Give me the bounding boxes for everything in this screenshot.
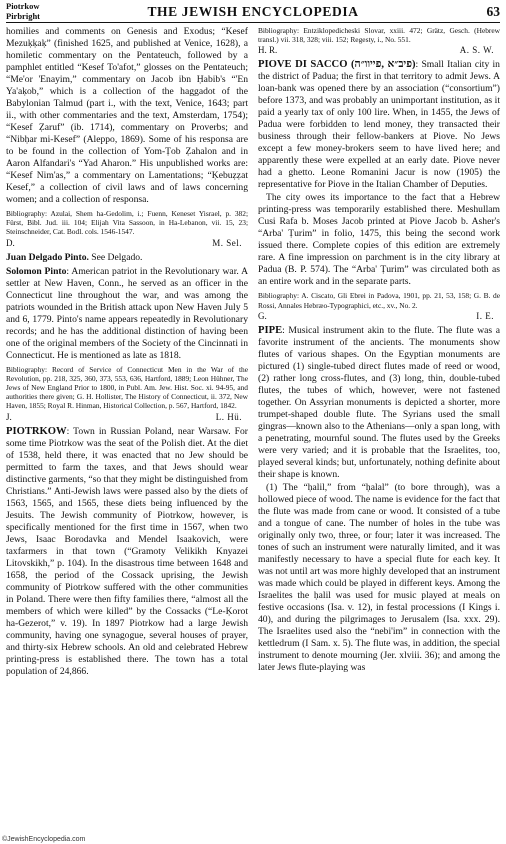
entry-heading: PIPE: [258, 324, 283, 336]
page-title: THE JEWISH ENCYCLOPEDIA: [147, 4, 359, 19]
signature-author: A. S. W.: [459, 45, 494, 56]
footer-credit: ©JewishEncyclopedia.com: [2, 836, 86, 843]
page-header: [6, 1, 500, 23]
signature-author: M. Sel.: [212, 237, 242, 248]
signature-line: [258, 311, 500, 322]
signature-author: L. Hü.: [215, 411, 242, 422]
right-column: [258, 26, 500, 674]
signature-initial: J.: [6, 411, 12, 422]
entry-heading: Juan Delgado Pinto.: [6, 251, 89, 263]
bibliography: Bibliography: Entziklopedicheski Slovar, xxiii. 472; Grätz, Gesch. (Hebrew transl.) vii. 318, 328; viii. 152; Regesty, i., No. 551.: [258, 26, 500, 45]
entry-body: : Musical instrument akin to the flute. The flute was a favorite instrument of the ancients. The monuments show flutes of various shapes. On the Egyptian monuments are pictured (1) single-tubed direct flutes made of reed or wood, (2) rather long cross-flutes, and (3) long, thin, double-tubed flutes, the tubes of which, however, were not fastened together. On Assyrian monuments is depicted a shorter, more trumpet-shaped double flute. The Syrians used the small gingras—known also to the Athenians—only a span long, with a penetrating, mournful sound. The flutes used by the Greeks were very varied; and it is probable that the Israelites, too, played several kinds; but, unfortunately, nothing definite about their shape is known.: [258, 324, 500, 480]
bibliography: Bibliography: A. Ciscato, Gli Ebrei in Padova, 1901, pp. 21, 53, 158; G. B. de Rossi, Annales Hebræo-Typographici, etc., xv., No. 2.: [258, 291, 500, 310]
entry-heading: PIOVE DI SACCO (פיב״א ,פייוו״ה): [258, 59, 416, 71]
running-head-top: Piotrkow: [6, 1, 40, 11]
entry-heading: Solomon Pinto: [6, 265, 67, 277]
entry-body: : Small Italian city in the district of Padua; the first in that territory to admit Jews. A loan-bank was opened there by an association (“consortium”) before 1373, and was probably an unimportant institution, as it paid a yearly tax of only 100 lire. When, in 1455, the Jews of Padua were forbidden to lend money, they transacted their business through their fellow-bankers at Piove. No Jews except a few money-brokers seem to have lived here; and apparently these were expelled at an early date. Piove never had a ghetto. Leone Romanini Jacur is now (1905) the representative for Piove in the Italian Chamber of Deputies.: [258, 59, 500, 191]
running-head-bottom: Pirbright: [6, 11, 40, 21]
entry-pipe: [258, 325, 500, 481]
entry-body: See Delgado.: [88, 251, 143, 263]
bibliography: Bibliography: Record of Service of Connecticut Men in the War of the Revolution, pp. 218, 325, 360, 373, 553, 636, Hartford, 1889; Leon Hühner, The Jews of New England Prior to 1800, in Publ. Am. Jew. Hist. Soc. xi. 94-95, and authorities there given; G. H. Hollister, The History of Connecticut, ii. 372, New Haven, 1855; Royal R. Hinman, Historical Collection, p. 567, Hartford, 1842.: [6, 364, 248, 411]
entry-piotrkow: [6, 426, 248, 678]
signature-author: I. E.: [476, 310, 494, 321]
paragraph: The city owes its importance to the fact that a Hebrew printing-press was temporarily established there. Meshullam Cusi Rafa b. Moses Jacob printed at Piove Jacob b. Asher's “Arba' Ṭurim” in folio, 1475, this being the second work issued there. Complete copies of this edition are extremely rare. A fine impression on parchment is in the city library at Padua (B. P. 574). The “Arba' Ṭurim” was circulated both as an entire work and in the separate parts.: [258, 192, 500, 288]
signature-line: [258, 45, 500, 56]
signature-line: [6, 412, 248, 423]
signature-initial: D.: [6, 237, 15, 248]
entry-solomon-pinto: [6, 266, 248, 362]
bibliography: Bibliography: Azulai, Shem ha-Gedolim, i.; Fuenn, Keneset Yisrael, p. 382; Fürst, Bibl. Jud. iii. 104; Elijah Vita Sassoon, in Ha-Lebanon, vii. 15, 23; Steinschneider, Cat. Bodl. cols. 1546-1547.: [6, 209, 248, 237]
entry-juan-delgado-pinto: [6, 252, 248, 264]
entry-heading: PIOTRKOW: [6, 425, 67, 437]
signature-initial: G.: [258, 310, 267, 321]
entry-body: : American patriot in the Revolutionary war. A settler at New Haven, Conn., he served as an officer in the Connecticut line throughout the war, and was among the patriots wounded in the British attack upon New Haven July 5 and 6, 1779. Pinto's name appears repeatedly in Revolutionary records; and he has the additional distinction of having been one of the original members of the Society of the Cincinnati in Connecticut. He is mentioned as late as 1818.: [6, 265, 248, 361]
signature-line: [6, 238, 248, 249]
entry-piove-di-sacco: [258, 59, 500, 191]
signature-initial: H. R.: [258, 45, 278, 56]
paragraph: homilies and comments on Genesis and Exodus; “Kesef Mezuḳḳaḳ” (finished 1625, and published at Venice, 1628), a homiletic commentary on the Pentateuch, followed by a pamphlet entitled “Kesef To'afot,” glosses on the Pentateuch; “Me'or 'Enayim,” commentary on Jacob ibn Ḥabib's “'En Ya'aḳob,” which is a collection of the haggadot of the Babylonian Talmud (part i., with the text, Venice, 1643; part ii., with other commentaries and the text, Amsterdam, 1754); “Kesef Ẓaruf” (ib. 1714), commentary on Proverbs; and “Nibḥar mi-Kesef” (Aleppo, 1869). Some of his responsa are to be found in the collection of Yom-Ṭob Ẓahalon and in Aaron Alfandari's “Yad Aharon.” His unpublished works are: “Kesef Nim'as,” a commentary on Lamentations; “Ḳebuẓẓat Kesef,” a collection of civil laws and of laws concerning women; and a collection of responsa.: [6, 26, 248, 205]
page-number: 63: [486, 4, 500, 19]
paragraph: (1) The “ḥalil,” from “ḥalal” (to bore through), was a hollowed piece of wood. The name is evidence for the fact that the flute was made from cane or wood. It consisted of a tube and a tongue of cane. The number of holes in the tube was originally only two, three, or four; later it was increased. The tones of such an instrument were naturally limited, and it was manifestly necessary to have a special flute for each key. It was not until art was more highly developed that an instrument was made which could be played in different keys. Among the Israelites the ḥalil was used for music played at meals on festive occasions (Isa. v. 12), in festal processions (I Kings i. 40), and during the pilgrimages to Jerusalem (Isa. xxx. 29). The Israelites used also the “nebi'im” in connection with the kettledrum (I Sam. x. 5). The flute was, in addition, the special instrument to denote mourning (Jer. xlviii. 36); and among the later Jews flute-playing was: [258, 481, 500, 673]
entry-body: : Town in Russian Poland, near Warsaw. For some time Piotrkow was the seat of the Polish diet. At the diet of 1538, held there, it was enacted that no Jew should be permitted to farm the taxes, and that Jews should wear distinctive garments, “so that they might be distinguished from Christians.” Anti-Jewish laws were passed also by the diets of 1563, 1565, and 1565, these diets being influenced by the Jesuits. The Jewish community of Piotrkow, however, is specifically mentioned for the first time in 1567, when two Jews, Isaac Borodavka and Mendel Isaakovich, were taxfarmers in that town (“Gramoty Velikikh Knyazei Litovskikh,” p. 104). In the disastrous time between 1648 and 1658, the period of the Cossack uprising, the Jewish community of Piotrkow suffered with the other communities in Poland. There were then fifty families there, “almost all the members of which were killed” by the Cossacks (“Le-Ḳorot ha-Gezerot,” v. 19). In 1897 Piotrkow had a large Jewish community, having one synagogue, several houses of prayer, and thirty-six Hebrew schools. An old and celebrated Hebrew printing-press is established there. The town has a total population of 24,866.: [6, 425, 248, 677]
left-column: [6, 26, 248, 678]
